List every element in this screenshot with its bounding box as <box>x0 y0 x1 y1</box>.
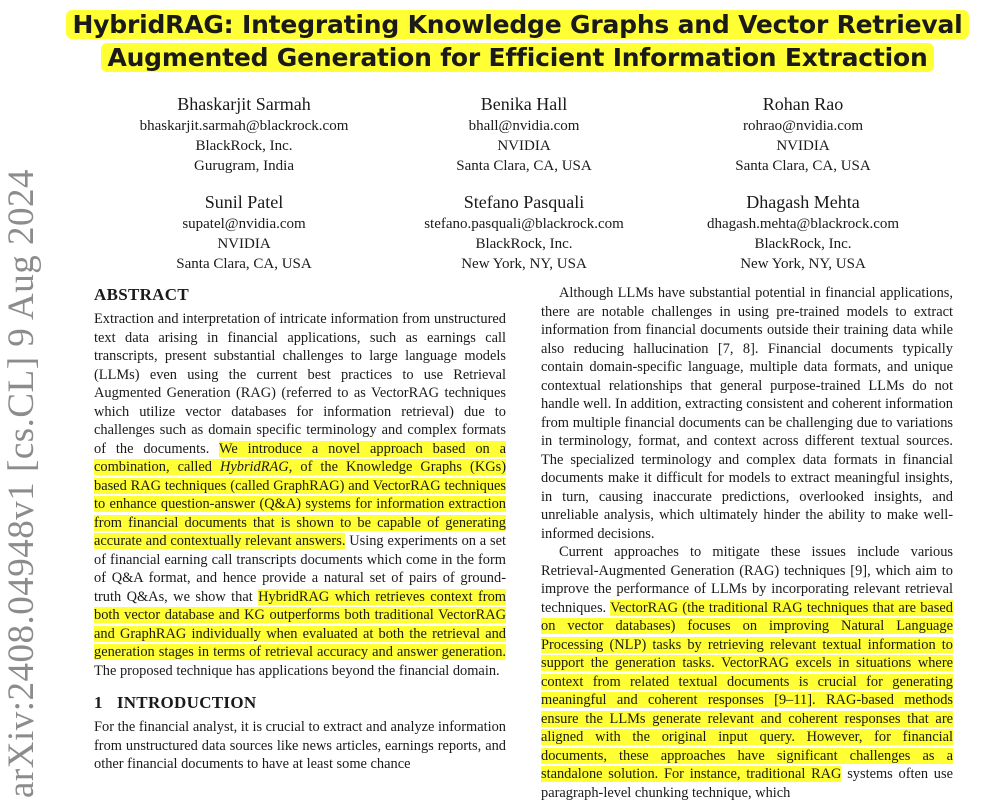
author-email[interactable]: bhall@nvidia.com <box>468 118 580 134</box>
title-line-2: Augmented Generation for Efficient Information Extraction <box>101 43 933 72</box>
author-block <box>94 93 394 176</box>
section-title: INTRODUCTION <box>116 693 257 712</box>
abstract-highlight: HybridRAG which retrieves context from both vector database and KG outperforms both traditional VectorRAG and GraphRAG individually when evaluated at both the retrieval and generation stages in terms of retrieval accuracy and answer generation. <box>94 588 506 660</box>
author-block <box>374 93 674 176</box>
body-highlight: VectorRAG (the traditional RAG techniques that are based on vector databases) focuses on improving Natural Language Processing (NLP) tasks by retrieving relevant textual information to support the generation tasks. VectorRAG excels in situations where context from related textual documents is crucial for generating meaningful and coherent responses [9–11]. RAG-based methods ensure the LLMs generate relevant and coherent responses that are aligned with the original input query. However, for financial documents, these approaches have significant challenges as a standalone solution. For instance, traditional RAG <box>541 599 953 782</box>
author-affiliation: BlackRock, Inc. <box>754 236 852 252</box>
author-location: New York, NY, USA <box>461 256 587 272</box>
author-name: Sunil Patel <box>204 192 284 212</box>
section-number: 1 <box>94 693 103 712</box>
abstract-paragraph <box>94 310 506 680</box>
author-name: Bhaskarjit Sarmah <box>177 94 311 114</box>
left-column <box>94 284 506 774</box>
right-column <box>541 284 953 802</box>
body-paragraph <box>541 543 953 802</box>
author-location: Santa Clara, CA, USA <box>176 256 312 272</box>
abstract-text: Using experiments on a set of financial earning call transcripts documents which come in the form of Q&A format, and hence provide a natural set of pairs of ground-truth Q&As, we show that <box>94 533 507 605</box>
author-name: Rohan Rao <box>762 94 844 114</box>
author-email[interactable]: dhagash.mehta@blackrock.com <box>706 216 900 232</box>
author-location: Santa Clara, CA, USA <box>456 158 592 174</box>
author-block <box>374 191 674 274</box>
author-affiliation: NVIDIA <box>217 236 271 252</box>
author-name: Stefano Pasquali <box>463 192 585 212</box>
author-location: New York, NY, USA <box>740 256 866 272</box>
author-affiliation: NVIDIA <box>776 138 830 154</box>
author-block <box>653 191 953 274</box>
abstract-text: The proposed technique has applications beyond the financial domain. <box>94 662 500 679</box>
paper-title <box>60 8 975 74</box>
arxiv-identifier-stamp: arXiv:2408.04948v1 [cs.CL] 9 Aug 2024 <box>1 169 42 798</box>
title-line-1: HybridRAG: Integrating Knowledge Graphs and Vector Retrieval <box>66 10 968 39</box>
abstract-text: Extraction and interpretation of intricate information from unstructured text data arising in financial applications, such as earnings call transcripts, present substantial challenges to large language models (LLMs) even using the current best practices to use Retrieval Augmented Generation (RAG) (referred to as VectorRAG techniques which utilize vector databases for information retrieval) due to challenges such as domain specific terminology and complex formats of the documents. <box>94 311 506 457</box>
author-location: Santa Clara, CA, USA <box>735 158 871 174</box>
hybridrag-term: HybridRAG <box>219 459 289 475</box>
author-location: Gurugram, India <box>194 158 294 174</box>
introduction-heading <box>94 692 506 714</box>
body-paragraph: Although LLMs have substantial potential in financial applications, there are notable challenges in using pre-trained models to extract information from financial documents outside their training data while also reducing hallucination [7, 8]. Financial documents typically contain domain-specific language, multiple data formats, and unique contextual relationships that general purpose-trained LLMs do not handle well. In addition, extracting consistent and coherent information from multiple financial documents can be challenging due to variations in terminology, format, and context across different textual sources. The specialized terminology and complex data formats in financial documents make it difficult for models to extract meaningful insights, in turn, causing inaccurate predictions, overlooked insights, and unreliable analysis, which ultimately hinder the ability to make well-informed decisions. <box>541 285 953 542</box>
author-name: Dhagash Mehta <box>746 192 860 212</box>
author-email[interactable]: rohrao@nvidia.com <box>742 118 864 134</box>
author-block <box>94 191 394 274</box>
author-name: Benika Hall <box>480 94 568 114</box>
body-text: systems often use paragraph-level chunking technique, which <box>541 766 953 801</box>
author-block <box>653 93 953 176</box>
introduction-paragraph: For the financial analyst, it is crucial to extract and analyze information from unstructured data sources like news articles, earnings reports, and other financial documents to have at least some chance <box>94 719 506 772</box>
author-affiliation: BlackRock, Inc. <box>195 138 293 154</box>
author-affiliation: BlackRock, Inc. <box>475 236 573 252</box>
author-email[interactable]: stefano.pasquali@blackrock.com <box>424 216 624 232</box>
author-email[interactable]: supatel@nvidia.com <box>182 216 306 232</box>
abstract-heading: ABSTRACT <box>94 285 189 304</box>
abstract-highlight-text: We introduce a novel approach based on a combination, called <box>94 440 506 475</box>
author-email[interactable]: bhaskarjit.sarmah@blackrock.com <box>139 118 349 134</box>
body-text: Current approaches to mitigate these issues include various Retrieval-Augmented Generation (RAG) techniques [9], which aim to improve the performance of LLMs by incorporating relevant retrieval techniques. <box>541 544 953 616</box>
abstract-highlight-text: , of the Knowledge Graphs (KGs) based RAG techniques (called GraphRAG) and VectorRAG techniques to enhance question-answer (Q&A) systems for information extraction from financial documents that is shown to be capable of generating accurate and contextually relevant answers. <box>94 459 506 549</box>
author-affiliation: NVIDIA <box>497 138 551 154</box>
